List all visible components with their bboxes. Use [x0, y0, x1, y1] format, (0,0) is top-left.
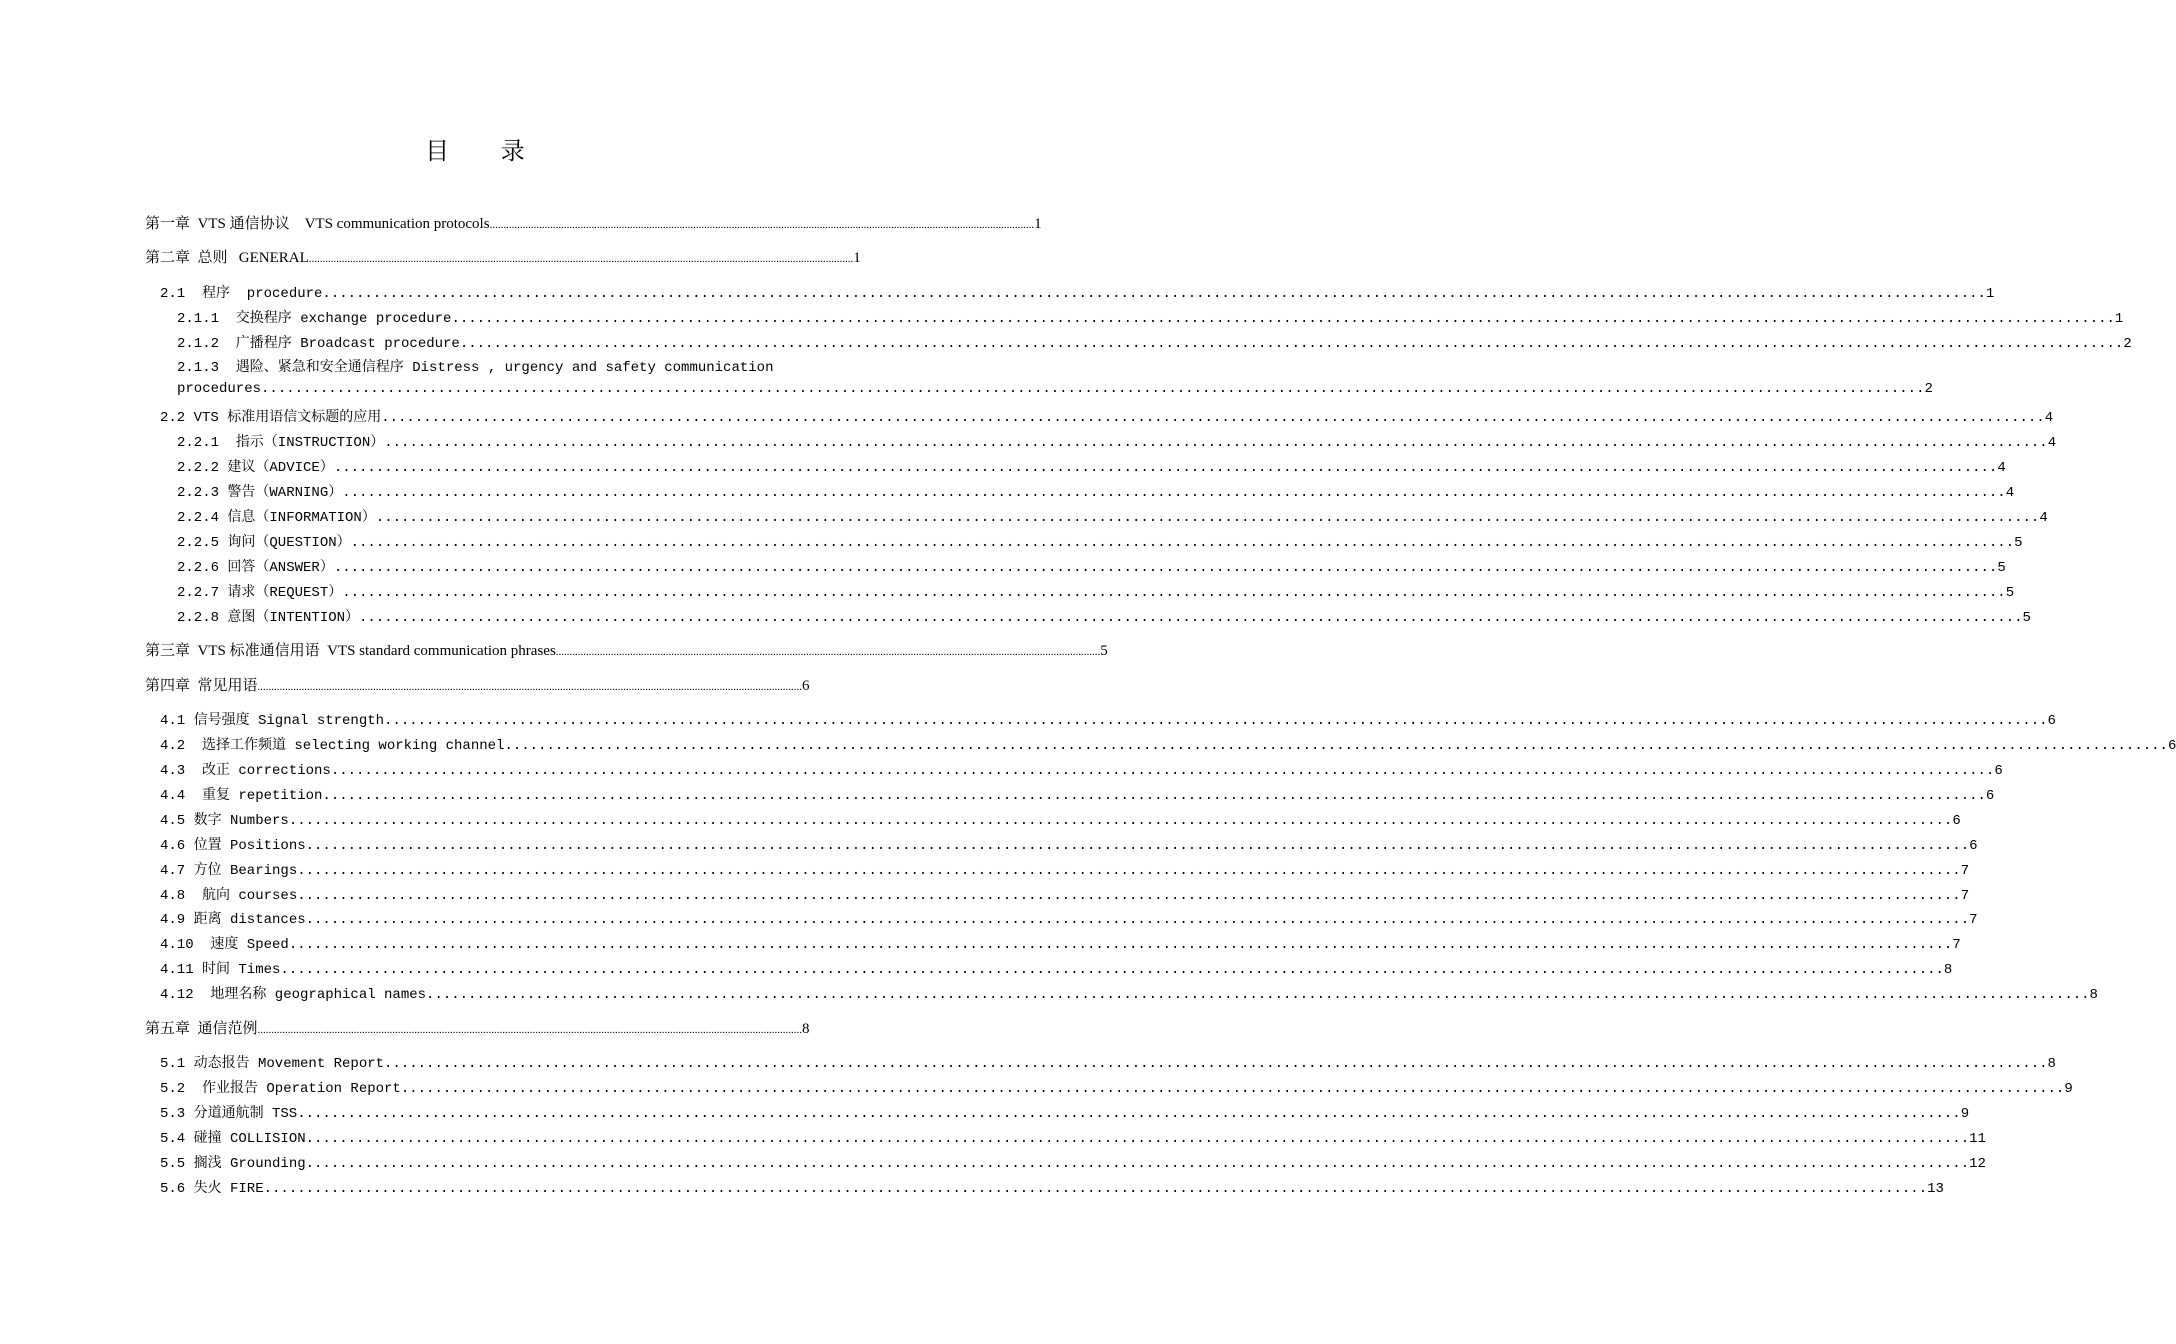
toc-entry[interactable]	[160, 784, 1995, 804]
toc-entry-text: 2.2.8 意图（INTENTION）	[177, 610, 360, 626]
toc-entry[interactable]	[177, 381, 1933, 397]
dot-leader: ......................................................................................................................................................................................................	[297, 863, 1961, 879]
toc-entry-text: 2.1.1 交换程序 exchange procedure	[177, 311, 452, 327]
dot-leader: ......................................................................................................................................................................................................	[297, 1106, 1961, 1122]
toc-page-number: 8	[2089, 987, 2098, 1003]
toc-entry-text: 2.2.7 请求（REQUEST）	[177, 585, 343, 601]
toc-entry[interactable]	[160, 859, 1970, 879]
toc-page-number: 6	[802, 678, 810, 694]
toc-page-number: 6	[2047, 713, 2056, 729]
toc-entry-text: 5.2 作业报告 Operation Report	[160, 1081, 401, 1097]
dot-leader: ......................................................................................................................................................................................................	[342, 485, 2006, 501]
toc-entry[interactable]	[160, 1127, 1986, 1147]
toc-page-number: 6	[2167, 738, 2176, 754]
toc-page-number: 11	[1969, 1131, 1986, 1147]
toc-page-number: 6	[1952, 813, 1961, 829]
dot-leader: ......................................................................................................................................................................................................	[257, 1024, 803, 1036]
dot-leader: ......................................................................................................................................................................................................	[297, 888, 1961, 904]
toc-entry[interactable]	[160, 406, 2054, 426]
toc-page-number: 9	[1960, 1106, 1970, 1122]
toc-entry-text: 4.5 数字 Numbers	[160, 813, 289, 829]
toc-page-number: 6	[1994, 763, 2003, 779]
toc-entry-text: 4.1 信号强度 Signal strength	[160, 713, 385, 729]
toc-entry[interactable]	[177, 456, 2006, 476]
toc-page-number: 5	[2014, 535, 2023, 551]
toc-entry-text: 5.6 失火 FIRE	[160, 1181, 264, 1197]
toc-page-number: 4	[2047, 435, 2057, 451]
toc-entry[interactable]	[177, 556, 2006, 576]
toc-entry-text: 2.2.3 警告（WARNING）	[177, 485, 343, 501]
toc-entry[interactable]	[160, 759, 2003, 779]
toc-page-number: 9	[2064, 1081, 2073, 1097]
toc-page-number: 8	[2047, 1056, 2056, 1072]
toc-entry-text: 第三章 VTS 标准通信用语 VTS standard communication phrases	[145, 643, 556, 659]
dot-leader: ......................................................................................................................................................................................................	[426, 987, 2090, 1003]
dot-leader: ......................................................................................................................................................................................................	[350, 535, 2015, 551]
toc-entry[interactable]	[160, 958, 1953, 978]
dot-leader: ......................................................................................................................................................................................................	[342, 585, 2006, 601]
toc-entry[interactable]	[177, 606, 2031, 626]
dot-leader: ......................................................................................................................................................................................................	[333, 560, 1998, 576]
toc-entry-text: 第一章 VTS 通信协议 VTS communication protocols	[145, 216, 490, 232]
toc-page-number: 4	[1997, 460, 2006, 476]
dot-leader: ......................................................................................................................................................................................................	[322, 788, 1986, 804]
toc-entry[interactable]	[160, 1152, 1986, 1172]
toc-page-number: 7	[1960, 863, 1970, 879]
toc-entry-chapter-1[interactable]	[145, 212, 1042, 233]
toc-entry[interactable]	[177, 506, 2048, 526]
toc-page-number: 7	[1960, 888, 1970, 904]
toc-entry-text: 4.12 地理名称 geographical names	[160, 987, 427, 1003]
toc-page-number: 13	[1927, 1181, 1944, 1197]
toc-entry-text: procedures	[177, 381, 262, 397]
toc-page-number: 8	[802, 1021, 810, 1037]
toc-entry[interactable]	[160, 933, 1961, 953]
toc-entry-text: 2.2.6 回答（ANSWER）	[177, 560, 334, 576]
toc-entry[interactable]	[160, 884, 1970, 904]
toc-entry-text: 4.8 航向 courses	[160, 888, 298, 904]
dot-leader: ......................................................................................................................................................................................................	[451, 311, 2115, 327]
dot-leader: ......................................................................................................................................................................................................	[261, 381, 1925, 397]
dot-leader: ......................................................................................................................................................................................................	[288, 937, 1953, 953]
toc-entry-text: 2.2.5 询问（QUESTION）	[177, 535, 351, 551]
dot-leader: ......................................................................................................................................................................................................	[359, 610, 2023, 626]
toc-entry[interactable]	[160, 282, 1995, 302]
toc-entry[interactable]	[160, 1102, 1970, 1122]
toc-page-number: 1	[853, 250, 861, 266]
toc-entry[interactable]	[177, 481, 2015, 501]
toc-entry-text: 4.7 方位 Bearings	[160, 863, 298, 879]
toc-entry[interactable]	[160, 908, 1978, 928]
toc-page-number: 1	[2114, 311, 2124, 327]
toc-page-number: 6	[1985, 788, 1995, 804]
toc-page-number: 4	[2005, 485, 2015, 501]
toc-entry-text: 2.2 VTS 标准用语信文标题的应用	[160, 410, 382, 426]
toc-entry[interactable]	[177, 431, 2057, 451]
dot-leader: ......................................................................................................................................................................................................	[305, 1131, 1970, 1147]
dot-leader: ......................................................................................................................................................................................................	[489, 219, 1035, 231]
dot-leader: ......................................................................................................................................................................................................	[305, 912, 1970, 928]
toc-entry[interactable]	[177, 307, 2124, 327]
dot-leader: ......................................................................................................................................................................................................	[263, 1181, 1928, 1197]
toc-entry-text: 第四章 常见用语	[145, 678, 258, 694]
dot-leader: ......................................................................................................................................................................................................	[400, 1081, 2065, 1097]
toc-page-number: 5	[2022, 610, 2031, 626]
toc-page-number: 5	[1997, 560, 2006, 576]
toc-page-number: 4	[2044, 410, 2054, 426]
dot-leader: ......................................................................................................................................................................................................	[504, 738, 2168, 754]
toc-entry[interactable]	[160, 1052, 2056, 1072]
toc-entry-text: 4.11 时间 Times	[160, 962, 281, 978]
toc-entry-text: 4.3 改正 corrections	[160, 763, 331, 779]
toc-entry-text: 2.2.1 指示（INSTRUCTION）	[177, 435, 385, 451]
toc-entry-text: 5.5 搁浅 Grounding	[160, 1156, 306, 1172]
toc-entry[interactable]	[160, 983, 2098, 1003]
toc-entry[interactable]	[177, 531, 2023, 551]
dot-leader: ......................................................................................................................................................................................................	[384, 1056, 2048, 1072]
toc-entry-text: 2.1 程序 procedure	[160, 286, 323, 302]
dot-leader: ......................................................................................................................................................................................................	[308, 253, 854, 265]
dot-leader: ......................................................................................................................................................................................................	[384, 713, 2048, 729]
toc-entry-chapter-3[interactable]	[145, 639, 1108, 660]
toc-entry-text: 第五章 通信范例	[145, 1021, 258, 1037]
dot-leader: ......................................................................................................................................................................................................	[555, 646, 1101, 658]
toc-entry-text: 4.2 选择工作频道 selecting working channel	[160, 738, 505, 754]
toc-entry-chapter-5[interactable]	[145, 1017, 810, 1038]
toc-page-number: 4	[2039, 510, 2048, 526]
toc-page-number: 7	[1952, 937, 1961, 953]
toc-page-number: 6	[1969, 838, 1978, 854]
toc-entry-text: 5.3 分道通航制 TSS	[160, 1106, 298, 1122]
toc-entry[interactable]	[160, 834, 1978, 854]
toc-entry-text: 2.1.2 广播程序 Broadcast procedure	[177, 336, 460, 352]
toc-entry-text: 4.6 位置 Positions	[160, 838, 306, 854]
dot-leader: ......................................................................................................................................................................................................	[322, 286, 1986, 302]
dot-leader: ......................................................................................................................................................................................................	[305, 1156, 1970, 1172]
toc-page-number: 1	[1034, 216, 1042, 232]
toc-entry-text: 4.10 速度 Speed	[160, 937, 289, 953]
toc-entry-text: 第二章 总则 GENERAL	[145, 250, 309, 266]
toc-entry[interactable]	[160, 809, 1961, 829]
toc-page-number: 1	[1985, 286, 1995, 302]
toc-page-number: 12	[1969, 1156, 1986, 1172]
toc-page-number: 7	[1969, 912, 1978, 928]
toc-entry-text: 5.4 碰撞 COLLISION	[160, 1131, 306, 1147]
toc-entry[interactable]	[160, 734, 2176, 754]
dot-leader: ......................................................................................................................................................................................................	[459, 336, 2124, 352]
dot-leader: ......................................................................................................................................................................................................	[305, 838, 1970, 854]
toc-entry-chapter-2[interactable]	[145, 246, 861, 267]
dot-leader: ......................................................................................................................................................................................................	[333, 460, 1998, 476]
toc-entry-text: 5.1 动态报告 Movement Report	[160, 1056, 385, 1072]
dot-leader: ......................................................................................................................................................................................................	[288, 813, 1953, 829]
toc-page-number: 5	[1100, 643, 1108, 659]
toc-page-number: 8	[1943, 962, 1953, 978]
toc-entry-text: 4.4 重复 repetition	[160, 788, 323, 804]
dot-leader: ......................................................................................................................................................................................................	[280, 962, 1944, 978]
toc-entry[interactable]	[160, 1077, 2073, 1097]
toc-page-number: 2	[1924, 381, 1933, 397]
dot-leader: ......................................................................................................................................................................................................	[257, 681, 803, 693]
toc-page-number: 2	[2123, 336, 2132, 352]
page-title: 目 录	[425, 137, 547, 165]
dot-leader: ......................................................................................................................................................................................................	[384, 435, 2048, 451]
toc-page-number: 5	[2005, 585, 2015, 601]
dot-leader: ......................................................................................................................................................................................................	[375, 510, 2040, 526]
toc-entry[interactable]	[177, 332, 2132, 352]
dot-leader: ......................................................................................................................................................................................................	[381, 410, 2045, 426]
toc-entry-text-line1[interactable]: 2.1.3 遇险、紧急和安全通信程序 Distress , urgency and safety communication	[177, 360, 774, 376]
toc-entry[interactable]	[177, 581, 2015, 601]
toc-entry-text: 2.2.4 信息（INFORMATION）	[177, 510, 376, 526]
toc-entry-text: 2.2.2 建议（ADVICE）	[177, 460, 334, 476]
toc-entry-chapter-4[interactable]	[145, 674, 810, 695]
dot-leader: ......................................................................................................................................................................................................	[330, 763, 1995, 779]
toc-entry[interactable]	[160, 1177, 1944, 1197]
toc-entry[interactable]	[160, 709, 2056, 729]
toc-entry-text: 4.9 距离 distances	[160, 912, 306, 928]
